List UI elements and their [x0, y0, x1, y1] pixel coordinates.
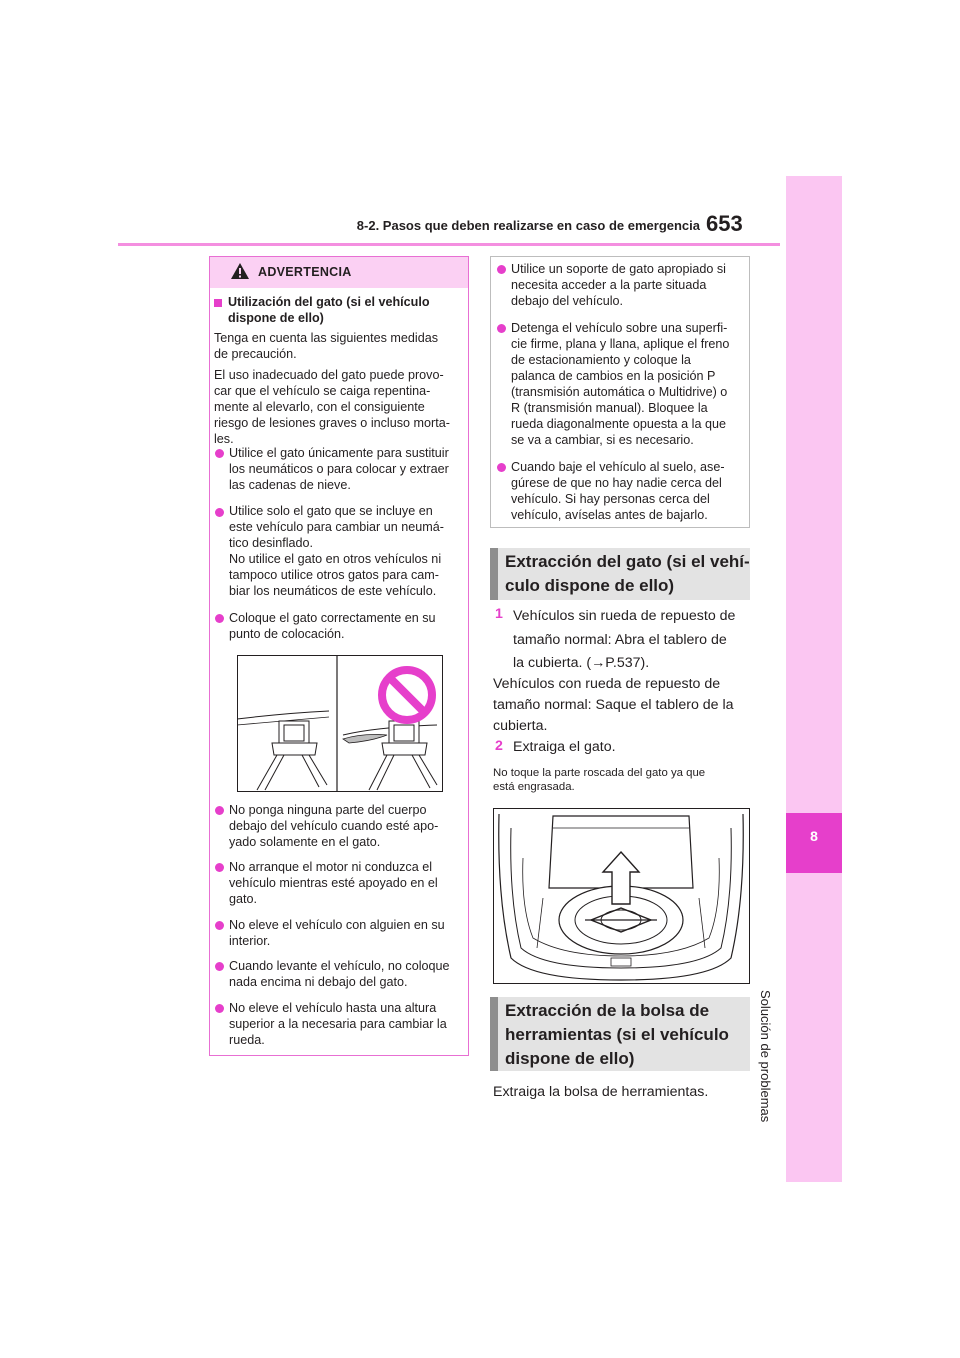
bullet-dot — [215, 508, 224, 517]
step-number: 2 — [495, 738, 503, 754]
list-item: No eleve el vehículo hasta una altura superior a la necesaria para cambiar la rueda. — [229, 1001, 447, 1047]
bullet-dot — [497, 265, 506, 274]
bullet-dot — [497, 463, 506, 472]
list-item: Utilice un soporte de gato apropiado si necesita acceder a la parte situada debajo del vehículo. — [511, 262, 726, 308]
paragraph: Extraiga la bolsa de herramientas. — [493, 1084, 709, 1100]
bullet-dot — [215, 863, 224, 872]
step-2-text: Extraiga el gato. — [513, 739, 616, 755]
warning-intro-2: El uso inadecuado del gato puede provo- car que el vehículo se caiga repentina- mente al elevarlo, con el consiguiente riesgo de lesiones graves o incluso morta- les. — [214, 368, 450, 446]
step-1-text: Vehículos sin rueda de repuesto de tamaño normal: Abra el tablero de la cubierta. (→P.537). — [513, 608, 736, 671]
section-heading-text: Extracción de la bolsa de herramientas (si el vehículo dispone de ello) — [505, 1001, 729, 1068]
list-item: No arranque el motor ni conduzca el vehículo mientras esté apoyado en el gato. — [229, 860, 438, 906]
bullet-dot — [497, 324, 506, 333]
side-tab-chapter: 8 — [810, 828, 818, 844]
list-item: Utilice el gato únicamente para sustituir los neumáticos o para colocar y extraer las cadenas de nieve. — [229, 446, 449, 492]
note: No toque la parte roscada del gato ya que está engrasada. — [493, 767, 706, 793]
section-heading-bar — [490, 548, 498, 600]
warning-subtitle: Utilización del gato (si el vehículo dispone de ello) — [228, 295, 430, 325]
warning-icon — [230, 262, 250, 280]
jack-placement-illustration — [237, 655, 443, 792]
bullet-dot — [215, 806, 224, 815]
trunk-jack-illustration — [493, 808, 750, 984]
list-item: Detenga el vehículo sobre una superfi- cie firme, plana y llana, aplique el freno de estacionamiento y coloque la palanca de cambios en la posición P (transmisión automática o Multidrive) o R (transmisión manual). Bloquee la rueda diagonalmente opuesta a la que se va a cambiar, si es necesario. — [511, 321, 730, 447]
bullet-dot — [215, 1004, 224, 1013]
list-item: No eleve el vehículo con alguien en su interior. — [229, 918, 445, 948]
bullet-dot — [215, 614, 224, 623]
bullet-dot — [215, 921, 224, 930]
step-number: 1 — [495, 606, 503, 622]
list-item: Cuando baje el vehículo al suelo, ase- gúrese de que no hay nadie cerca del vehículo. Si hay personas cerca del vehículo, avíselas antes de bajarlo. — [511, 460, 725, 522]
header-rule — [118, 243, 780, 246]
side-tab-label: Solución de problemas — [758, 990, 773, 1123]
section-heading-text: Extracción del gato (si el vehí- culo dispone de ello) — [505, 552, 750, 595]
bullet-dot — [215, 449, 224, 458]
warning-intro-1: Tenga en cuenta las siguientes medidas de precaución. — [214, 331, 439, 361]
list-item: Coloque el gato correctamente en su punto de colocación. — [229, 611, 436, 641]
list-item: No ponga ninguna parte del cuerpo debajo del vehículo cuando esté apo- yado solamente en el gato. — [229, 803, 439, 849]
page-number: 653 — [706, 211, 743, 236]
warning-title: ADVERTENCIA — [258, 265, 352, 279]
square-bullet — [214, 299, 222, 307]
side-tab-strip — [786, 176, 842, 1182]
list-item: Cuando levante el vehículo, no coloque nada encima ni debajo del gato. — [229, 959, 450, 989]
paragraph: Vehículos con rueda de repuesto de tamaño normal: Saque el tablero de la cubierta. — [493, 676, 734, 734]
section-heading-bar — [490, 997, 498, 1071]
bullet-dot — [215, 962, 224, 971]
section-title: 8-2. Pasos que deben realizarse en caso de emergencia — [356, 218, 700, 233]
list-item: Utilice solo el gato que se incluye en este vehículo para cambiar un neumá- tico desinflado. No utilice el gato en otros vehículos ni tampoco utilice otros gatos para cam- biar los neumáticos de este vehículo. — [229, 504, 444, 598]
